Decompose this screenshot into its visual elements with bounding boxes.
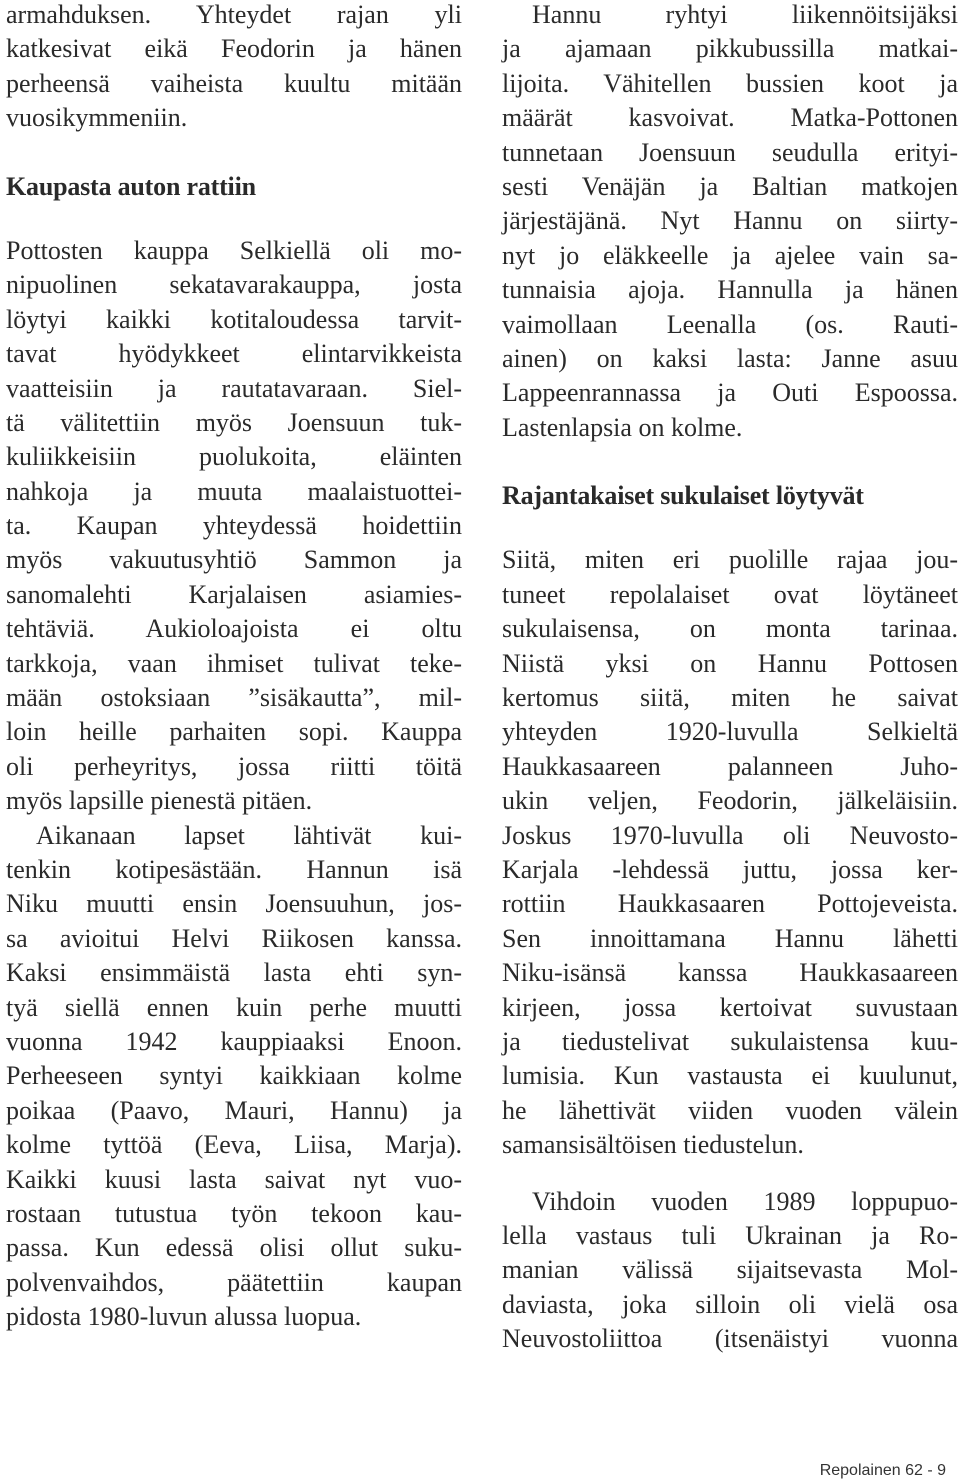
text-line: tenkin kotipesästään. Hannun isä <box>6 854 462 884</box>
text-line: kolme tyttöä (Eeva, Liisa, Marja). <box>6 1130 462 1160</box>
text-line: Perheeseen syntyi kaikkiaan kolme <box>6 1061 462 1091</box>
text-line: pidosta 1980-luvun alussa luopua. <box>6 1302 362 1332</box>
left-body-paragraph-2 <box>6 819 462 1335</box>
text-line: Lastenlapsia on kolme. <box>502 412 743 442</box>
text-line: lijoita. Vähitellen bussien koot ja <box>502 68 958 98</box>
text-line: lumisia. Kun vastausta ei kuulunut, <box>502 1061 958 1091</box>
text-line: sa avioitui Helvi Riikosen kanssa. <box>6 923 462 953</box>
text-line: oli perheyritys, jossa riitti töitä <box>6 751 462 781</box>
text-line: tyä siellä ennen kuin perhe muutti <box>6 992 462 1022</box>
text-line: kuliikkeisiin puolukoita, eläinten <box>6 442 462 472</box>
text-line: armahduksen. Yhteydet rajan yli <box>6 0 462 29</box>
text-line: kirjeen, jossa kertoivat suvustaan <box>502 992 958 1022</box>
text-line: perheensä vaiheista kuultu mitään <box>6 68 462 98</box>
left-body-paragraph <box>6 234 462 819</box>
text-line: tunnaisia ajoja. Hannulla ja hänen <box>502 275 958 305</box>
text-line: Niku-isänsä kanssa Haukkasaareen <box>502 958 958 988</box>
text-line: rostaan tutustua työn tekoon kau- <box>6 1198 462 1228</box>
text-line: ja tiedustelivat sukulaistensa kuu- <box>502 1026 958 1056</box>
text-line: tä välitettiin myös Joensuun tuk- <box>6 407 462 437</box>
text-line: tehtäviä. Aukioloajoista ei oltu <box>6 614 462 644</box>
text-line: Lappeenrannassa ja Outi Espoossa. <box>502 378 958 408</box>
text-line: nahkoja ja muuta maalaistuottei- <box>6 476 462 506</box>
right-body-paragraph-2 <box>502 1185 958 1357</box>
text-line: katkesivat eikä Feodorin ja hänen <box>6 34 462 64</box>
text-line: passa. Kun edessä olisi ollut suku- <box>6 1233 462 1263</box>
text-line: Neuvostoliittoa (itsenäistyi vuonna <box>502 1324 958 1354</box>
text-line: nipuolinen sekatavarakauppa, josta <box>6 270 462 300</box>
text-line: daviasta, joka silloin oli vielä osa <box>502 1289 958 1319</box>
text-line: Vihdoin vuoden 1989 loppupuo- <box>532 1186 958 1216</box>
text-line: Karjala -lehdessä juttu, jossa ker- <box>502 854 958 884</box>
text-line: manian välissä sijaitsevasta Mol- <box>502 1255 958 1285</box>
text-line: Aikanaan lapset lähtivät kui- <box>36 820 462 850</box>
text-line: löytyi kaikki kotitaloudessa tarvit- <box>6 304 462 334</box>
text-line: Kaikki kuusi lasta saivat nyt vuo- <box>6 1164 462 1194</box>
text-line: Joskus 1970-luvulla oli Neuvosto- <box>502 820 958 850</box>
text-line: myös lapsille pienestä pitäen. <box>6 786 313 816</box>
text-line: ta. Kaupan yhteydessä hoidettiin <box>6 511 462 541</box>
text-line: Pottosten kauppa Selkiellä oli mo- <box>6 235 462 265</box>
text-line: Haukkasaareen palanneen Juho- <box>502 751 958 781</box>
text-line: loin heille parhaiten sopi. Kauppa <box>6 717 462 747</box>
text-line: Siitä, miten eri puolille rajaa jou- <box>502 545 958 575</box>
text-line: sesti Venäjän ja Baltian matkojen <box>502 171 958 201</box>
section-heading-rajantakaiset: Rajantakaiset sukulaiset löytyvät <box>502 481 864 511</box>
text-line: mään ostoksiaan ”sisäkautta”, mil- <box>6 683 462 713</box>
right-body-paragraph <box>502 543 958 1162</box>
section-heading-kaupasta: Kaupasta auton rattiin <box>6 171 256 201</box>
text-line: ja ajamaan pikkubussilla matkai- <box>502 34 958 64</box>
text-line: vuosikymmeniin. <box>6 103 188 133</box>
text-line: Niku muutti ensin Joensuuhun, jos- <box>6 889 462 919</box>
text-line: poikaa (Paavo, Mauri, Hannu) ja <box>6 1095 462 1125</box>
text-line: sanomalehti Karjalaisen asiamies- <box>6 579 462 609</box>
text-line: kertomus siitä, miten he saivat <box>502 683 958 713</box>
text-line: sukulaisensa, on monta tarinaa. <box>502 614 958 644</box>
text-line: järjestäjänä. Nyt Hannu on siirty- <box>502 206 958 236</box>
right-column <box>502 0 958 1356</box>
page-number-label: Repolainen 62 - 9 <box>819 1462 946 1479</box>
text-line: tarkkoja, vaan ihmiset tulivat teke- <box>6 648 462 678</box>
text-line: tunnetaan Joensuun seudulla erityi- <box>502 137 958 167</box>
left-column <box>6 0 462 1334</box>
text-line: Niistä yksi on Hannu Pottosen <box>502 648 958 678</box>
text-line: tavat hyödykkeet elintarvikkeista <box>6 339 462 369</box>
text-line: vuonna 1942 kauppiaaksi Enoon. <box>6 1026 462 1056</box>
text-line: lella vastaus tuli Ukrainan ja Ro- <box>502 1220 958 1250</box>
page-footer <box>820 1462 946 1480</box>
text-line: tuneet repolalaiset ovat löytäneet <box>502 579 958 609</box>
text-line: Kaksi ensimmäistä lasta ehti syn- <box>6 958 462 988</box>
text-line: polvenvaihdos, päätettiin kaupan <box>6 1267 462 1297</box>
text-line: Hannu ryhtyi liikennöitsijäksi <box>532 0 958 29</box>
text-line: määrät kasvoivat. Matka-Pottonen <box>502 103 958 133</box>
text-line: vaatteisiin ja rautatavaraan. Siel- <box>6 373 462 403</box>
text-line: nyt jo eläkkeelle ja ajelee vain sa- <box>502 240 958 270</box>
text-line: samansisältöisen tiedustelun. <box>502 1130 804 1160</box>
text-line: rottiin Haukkasaaren Pottojeveista. <box>502 889 958 919</box>
text-line: yhteyden 1920-luvulla Selkieltä <box>502 717 958 747</box>
text-line: Sen innoittamana Hannu lähetti <box>502 923 958 953</box>
right-intro-paragraph <box>502 0 958 445</box>
text-line: ukin veljen, Feodorin, jälkeläisiin. <box>502 786 958 816</box>
text-line: he lähettivät viiden vuoden välein <box>502 1095 958 1125</box>
left-intro-paragraph <box>6 0 462 136</box>
text-line: ainen) on kaksi lasta: Janne asuu <box>502 343 958 373</box>
text-line: vaimollaan Leenalla (os. Rauti- <box>502 309 958 339</box>
text-line: myös vakuutusyhtiö Sammon ja <box>6 545 462 575</box>
